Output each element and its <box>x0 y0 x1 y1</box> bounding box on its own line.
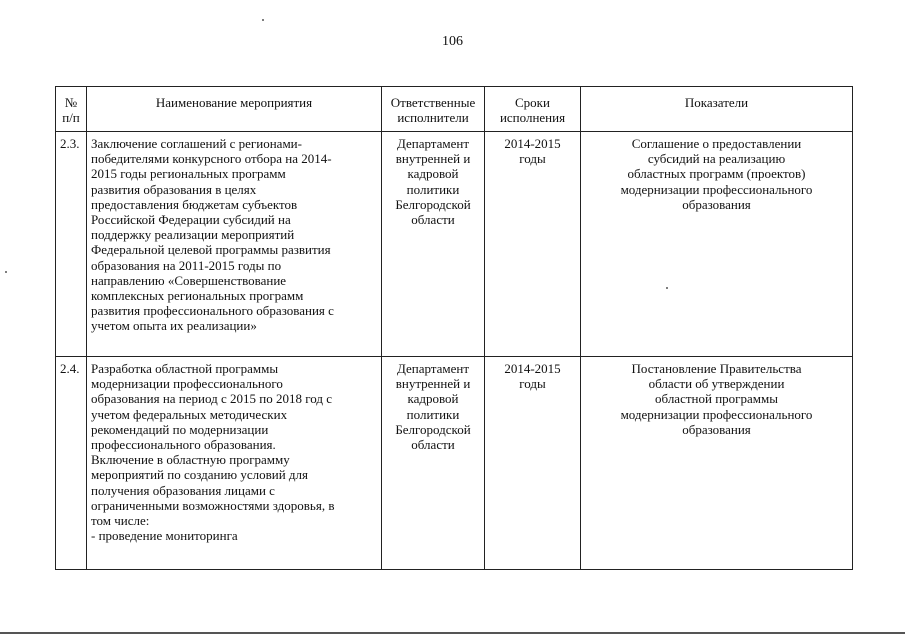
indicators-text: Постановление Правительства области об утверждении областной программы модернизации профессионального образования <box>620 361 813 437</box>
row-activity-name <box>87 132 382 357</box>
activity-line: развития профессионального образования с <box>91 303 334 319</box>
header-indicators <box>581 87 853 132</box>
activities-table <box>55 86 853 570</box>
activity-line: модернизации профессионального <box>91 376 283 392</box>
responsible-text: Департамент внутренней и кадровой политики Белгородской области <box>395 136 471 228</box>
activity-line: предоставления бюджетам субъектов <box>91 196 298 212</box>
row-indicators <box>581 132 853 357</box>
indicators-text: Соглашение о предоставлении субсидий на реализацию областных программ (проектов) модернизации профессионального образования <box>620 136 813 212</box>
terms-text: 2014-2015 годы <box>504 136 561 167</box>
activity-line: Разработка областной программы <box>91 361 279 376</box>
row-responsible <box>382 132 485 357</box>
activity-line: Федеральной целевой программы развития <box>91 242 331 258</box>
activity-line: направлению «Совершенствование <box>91 272 287 288</box>
scan-speck <box>666 287 668 289</box>
row-indicators <box>581 357 853 570</box>
activity-line: мероприятий по созданию условий для <box>91 467 309 483</box>
table-row <box>56 357 853 570</box>
activity-line: образования на 2011-2015 годы по <box>91 257 282 273</box>
header-responsible-text: Ответственные исполнители <box>390 95 476 126</box>
page-number: 106 <box>442 34 463 49</box>
terms-text: 2014-2015 годы <box>504 361 561 392</box>
bottom-edge-rule <box>0 632 905 634</box>
row-activity-name <box>87 357 382 570</box>
row-number: 2.3. <box>56 132 87 357</box>
table-header-row <box>56 87 853 132</box>
header-indicators-text: Показатели <box>684 95 749 110</box>
header-num-text: № п/п <box>62 95 80 126</box>
activity-line: победителями конкурсного отбора на 2014- <box>91 151 332 167</box>
activity-line: учетом опыта их реализации» <box>91 318 257 334</box>
row-number: 2.4. <box>56 357 87 570</box>
header-responsible <box>382 87 485 132</box>
activity-line: получения образования лицами с <box>91 482 275 498</box>
header-name-text: Наименование мероприятия <box>155 95 313 110</box>
activity-line: образования на период с 2015 по 2018 год с <box>91 391 332 407</box>
row-responsible <box>382 357 485 570</box>
activity-line: развития образования в целях <box>91 181 257 197</box>
activity-line: 2015 годы региональных программ <box>91 166 286 182</box>
activity-line: - проведение мониторинга <box>91 528 238 544</box>
activity-line: рекомендаций по модернизации <box>91 421 269 437</box>
activity-line: ограниченными возможностями здоровья, в <box>91 497 335 513</box>
responsible-text: Департамент внутренней и кадровой политики Белгородской области <box>395 361 471 453</box>
activity-line: Включение в областную программу <box>91 452 290 468</box>
header-num <box>56 87 87 132</box>
header-name <box>87 87 382 132</box>
activity-line: профессионального образования. <box>91 437 276 453</box>
activity-line: учетом федеральных методических <box>91 406 288 422</box>
scan-speck <box>5 271 7 273</box>
scan-speck <box>262 19 264 21</box>
activity-line: поддержку реализации мероприятий <box>91 227 295 243</box>
activity-line: Заключение соглашений с регионами- <box>91 136 302 151</box>
activity-line: том числе: <box>91 513 150 529</box>
activity-line: Российской Федерации субсидий на <box>91 212 291 228</box>
row-terms <box>485 357 581 570</box>
table-row <box>56 132 853 357</box>
activity-line: комплексных региональных программ <box>91 288 304 304</box>
row-terms <box>485 132 581 357</box>
header-terms-text: Сроки исполнения <box>499 95 566 126</box>
header-terms <box>485 87 581 132</box>
